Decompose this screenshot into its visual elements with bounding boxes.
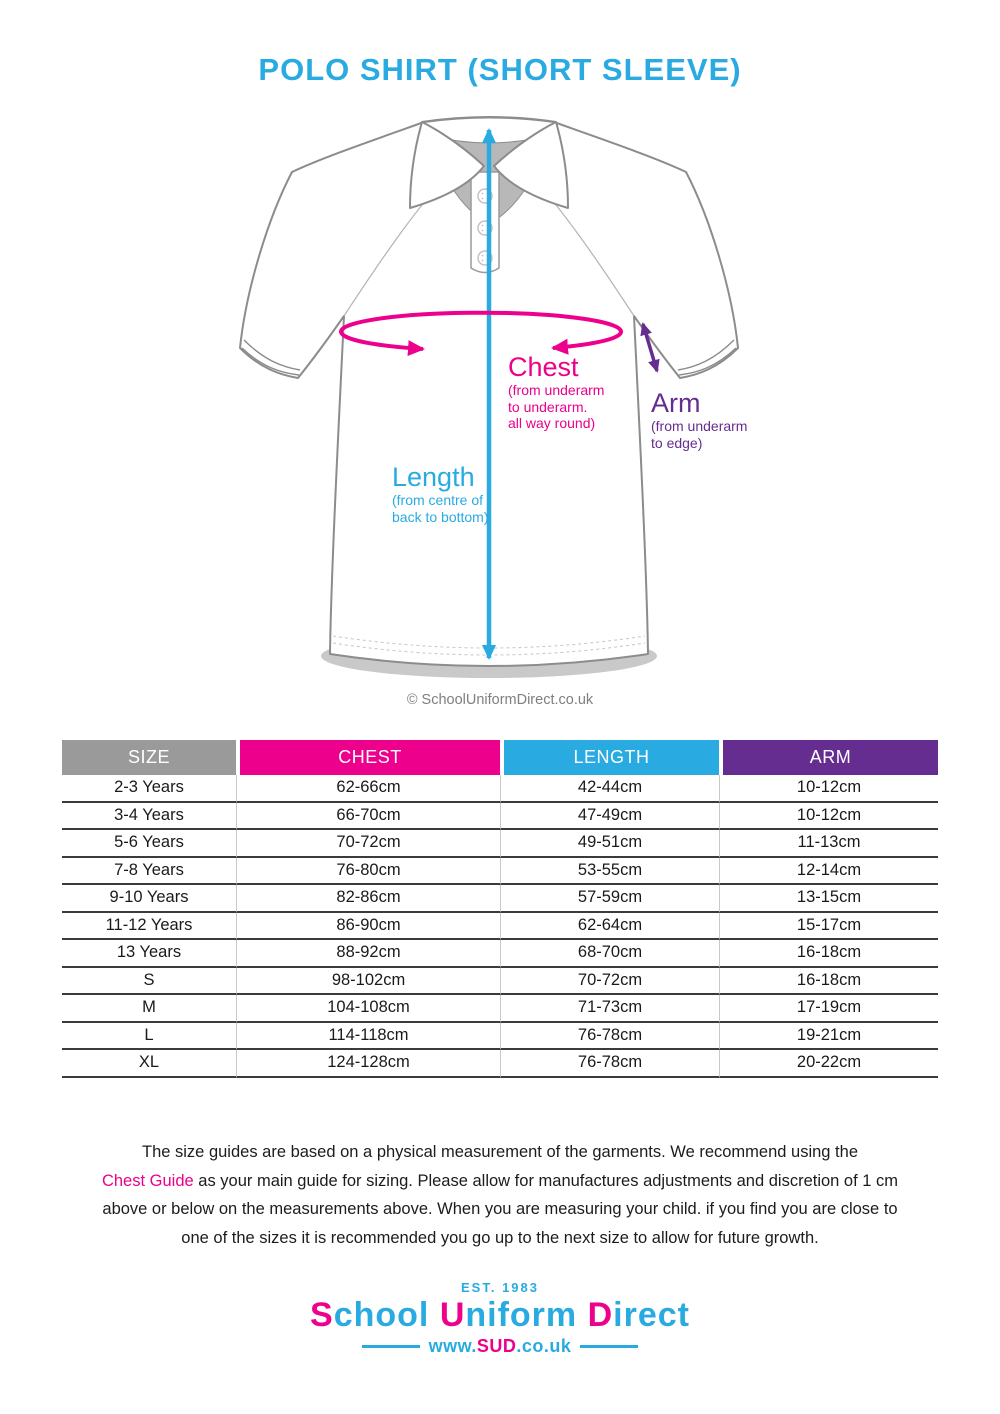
table-cell: 76-78cm [500,1023,719,1051]
table-cell: 47-49cm [500,803,719,831]
table-cell: 13 Years [62,940,236,968]
table-cell: 15-17cm [719,913,938,941]
table-row [62,995,938,1023]
logo-name-segment: U [439,1296,466,1334]
sizing-note [0,1138,1000,1252]
logo-name-segment: D [587,1296,614,1334]
table-cell: 49-51cm [500,830,719,858]
logo-dash-right [580,1345,638,1348]
header-chest: CHEST [236,740,500,775]
table-cell: 16-18cm [719,940,938,968]
header-length: LENGTH [500,740,719,775]
logo-url [429,1336,572,1357]
table-cell: 124-128cm [236,1050,500,1078]
table-cell: 98-102cm [236,968,500,996]
size-table-section [62,740,938,1078]
logo-name-segment: S [310,1296,334,1334]
table-cell: 9-10 Years [62,885,236,913]
note-line: one of the sizes it is recommended you go up to the next size to allow for future growth. [181,1228,819,1247]
table-row [62,1050,938,1078]
arm-label-desc-line: (from underarm [651,418,748,434]
table-cell: XL [62,1050,236,1078]
table-cell: 70-72cm [500,968,719,996]
logo-name-segment: niform [465,1296,588,1334]
header-size: SIZE [62,740,236,775]
table-cell: 42-44cm [500,775,719,803]
table-cell: S [62,968,236,996]
table-row [62,803,938,831]
table-cell: 68-70cm [500,940,719,968]
logo-dash-left [362,1345,420,1348]
table-cell: 88-92cm [236,940,500,968]
arm-label-desc-line: to edge) [651,434,703,451]
table-row [62,858,938,886]
table-cell: 20-22cm [719,1050,938,1078]
logo-url-segment: www. [428,1336,477,1356]
length-label-title: Length [392,462,475,492]
chest-measure-label [508,352,604,432]
note-line: The size guides are based on a physical measurement of the garments. We recommend using the [142,1143,858,1161]
table-cell: 5-6 Years [62,830,236,858]
table-cell: 76-78cm [500,1050,719,1078]
header-arm: ARM [719,740,938,775]
table-cell: 86-90cm [236,913,500,941]
chest-label-title: Chest [508,352,579,382]
table-cell: 82-86cm [236,885,500,913]
table-cell: M [62,995,236,1023]
table-cell: 3-4 Years [62,803,236,831]
size-table [62,740,938,1078]
table-cell: 53-55cm [500,858,719,886]
table-row [62,940,938,968]
logo-name-segment: irect [613,1296,690,1334]
table-cell: 62-66cm [236,775,500,803]
chest-label-desc-line: to underarm. [508,398,588,415]
table-row [62,885,938,913]
table-cell: 12-14cm [719,858,938,886]
length-measure-label [392,462,489,525]
note-line [0,1167,1000,1196]
logo-brand-name [0,1297,1000,1333]
page-title: POLO SHIRT (SHORT SLEEVE) [258,52,742,87]
arm-measure-label [651,388,747,451]
table-cell: 104-108cm [236,995,500,1023]
table-cell: 11-13cm [719,830,938,858]
length-label-desc-line: (from centre of [392,492,484,508]
table-cell: 71-73cm [500,995,719,1023]
logo-name-segment: chool [333,1296,440,1334]
table-cell: 11-12 Years [62,913,236,941]
chest-guide-highlight: Chest Guide [101,1171,194,1190]
table-header-row [62,740,938,775]
table-row [62,775,938,803]
table-cell: 19-21cm [719,1023,938,1051]
brand-logo [0,1280,1000,1357]
chest-label-desc-line: (from underarm [508,382,605,398]
table-cell: 114-118cm [236,1023,500,1051]
table-cell: 10-12cm [719,803,938,831]
table-cell: 70-72cm [236,830,500,858]
table-cell: 7-8 Years [62,858,236,886]
table-cell: 2-3 Years [62,775,236,803]
logo-url-segment: SUD [476,1336,517,1356]
table-cell: 76-80cm [236,858,500,886]
diagram-copyright: © SchoolUniformDirect.co.uk [406,692,594,708]
table-row [62,1023,938,1051]
logo-url-row [0,1336,1000,1357]
table-cell: 62-64cm [500,913,719,941]
table-cell: 57-59cm [500,885,719,913]
logo-url-segment: .co.uk [516,1336,572,1356]
table-row [62,968,938,996]
table-cell: 66-70cm [236,803,500,831]
table-row [62,830,938,858]
table-row [62,913,938,941]
note-line: above or below on the measurements above. When you are measuring your child. if you find you are close to [102,1200,898,1218]
table-cell: 17-19cm [719,995,938,1023]
arm-label-title: Arm [651,388,701,418]
table-cell: 16-18cm [719,968,938,996]
chest-label-desc-line: all way round) [508,415,596,431]
table-cell: 10-12cm [719,775,938,803]
length-label-desc-line: back to bottom) [392,508,489,525]
table-cell: 13-15cm [719,885,938,913]
size-table-body [62,775,938,1078]
logo-est-text: EST. 1983 [461,1280,539,1295]
table-cell: L [62,1023,236,1051]
note-line-text: as your main guide for sizing. Please allow for manufactures adjustments and discretion of 1 cm [193,1171,899,1190]
